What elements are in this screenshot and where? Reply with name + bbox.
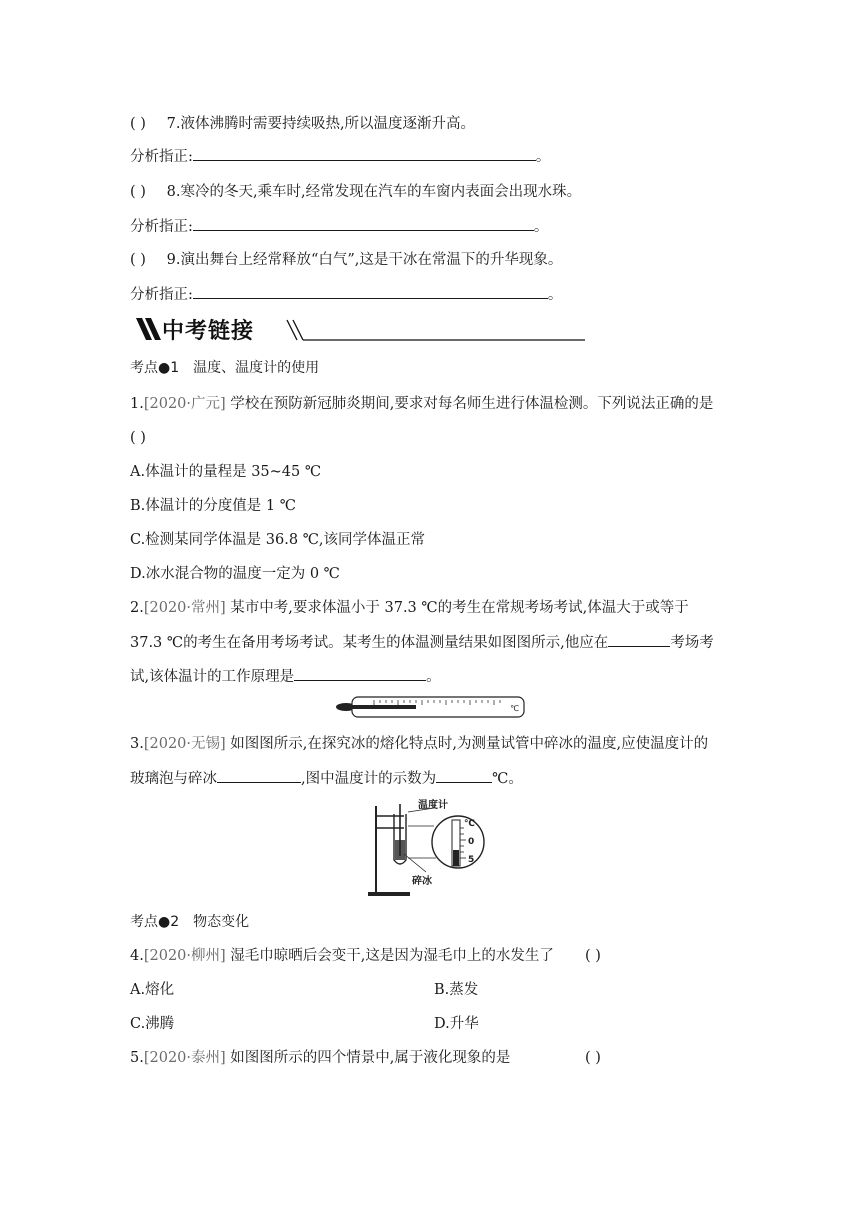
period: 。 (426, 669, 441, 685)
problem-text: ℃。 (492, 771, 523, 787)
problem-number: 5. (130, 1050, 144, 1066)
analysis-line-9 (130, 284, 562, 305)
problem-text: 试,该体温计的工作原理是 (130, 669, 295, 685)
figure-tick-5: 5 (468, 855, 475, 865)
clinical-thermometer-figure (334, 694, 526, 720)
figure-tick-0: 0 (468, 837, 475, 847)
knowledge-point-2: 考点●2 物态变化 (130, 914, 250, 930)
section-banner (130, 312, 590, 344)
analysis-label: 分析指正: (130, 219, 193, 235)
problem-text: 如图图所示的四个情景中,属于液化现象的是 (225, 1050, 511, 1066)
period: 。 (533, 219, 549, 235)
analysis-label: 分析指正: (130, 149, 193, 165)
answer-blank[interactable] (193, 146, 536, 161)
problem-text: 玻璃泡与碎冰 (130, 771, 217, 787)
problem-2 (130, 598, 689, 618)
problem-2-line-3 (130, 666, 441, 687)
analysis-label: 分析指正: (130, 287, 193, 303)
problem-text: 考场考 (670, 635, 714, 651)
problem-text: ,图中温度计的示数为 (301, 771, 437, 787)
problem-number: 1. (130, 396, 144, 412)
source-tag: [2020·柳州] (143, 948, 226, 964)
option-b: B.蒸发 (434, 982, 479, 998)
problem-4 (130, 946, 554, 966)
problem-3 (130, 734, 708, 754)
option-a: A.体温计的量程是 35~45 ℃ (130, 464, 322, 480)
problem-number: 2. (130, 600, 144, 616)
analysis-line-7 (130, 146, 550, 167)
problem-text: 37.3 ℃的考生在备用考场考试。某考生的体温测量结果如图图所示,他应在 (130, 635, 609, 651)
problem-text: 如图图所示,在探究冰的熔化特点时,为测量试管中碎冰的温度,应使温度计的 (225, 736, 709, 752)
answer-paren: ( ) (130, 116, 146, 132)
ice-melting-apparatus-figure (364, 796, 494, 900)
question-text: 8.寒冷的冬天,乘车时,经常发现在汽车的车窗内表面会出现水珠。 (166, 184, 582, 200)
answer-blank[interactable] (193, 216, 534, 231)
knowledge-point-1: 考点●1 温度、温度计的使用 (130, 360, 320, 376)
option-c: C.沸腾 (130, 1016, 175, 1032)
source-tag: [2020·泰州] (143, 1050, 226, 1066)
problem-text: 湿毛巾晾晒后会变干,这是因为湿毛巾上的水发生了 (225, 948, 554, 964)
analysis-line-8 (130, 216, 548, 237)
answer-blank[interactable] (193, 284, 548, 299)
problem-5 (130, 1048, 510, 1068)
answer-paren: ( ) (130, 184, 146, 200)
option-b: B.体温计的分度值是 1 ℃ (130, 498, 296, 514)
figure-label-ice: 碎冰 (412, 876, 432, 887)
source-tag: [2020·常州] (143, 600, 226, 616)
option-d: D.冰水混合物的温度一定为 0 ℃ (130, 566, 340, 582)
period: 。 (547, 287, 563, 303)
period: 。 (535, 149, 551, 165)
answer-blank[interactable] (436, 768, 492, 783)
option-c: C.检测某同学体温是 36.8 ℃,该同学体温正常 (130, 532, 426, 548)
source-tag: [2020·广元] (143, 396, 226, 412)
answer-blank[interactable] (294, 666, 426, 681)
answer-blank[interactable] (217, 768, 301, 783)
problem-2-line-2 (130, 632, 714, 653)
question-7 (130, 114, 475, 134)
figure-label-thermometer: 温度计 (418, 800, 448, 811)
problem-number: 4. (130, 948, 144, 964)
option-a: A.熔化 (130, 982, 175, 998)
problem-text: 学校在预防新冠肺炎期间,要求对每名师生进行体温检测。下列说法正确的是 (225, 396, 714, 412)
question-text: 9.演出舞台上经常释放“白气”,这是干冰在常温下的升华现象。 (166, 252, 563, 268)
problem-text: 某市中考,要求体温小于 37.3 ℃的考生在常规考场考试,体温大于或等于 (225, 600, 689, 616)
answer-paren: ( ) (130, 252, 146, 268)
source-tag: [2020·无锡] (143, 736, 226, 752)
problem-number: 3. (130, 736, 144, 752)
answer-paren: ( ) (130, 430, 146, 446)
thermometer-unit-label: ℃ (510, 704, 519, 713)
figure-unit-label: ℃ (464, 819, 475, 829)
answer-paren: ( ) (585, 948, 601, 964)
problem-1 (130, 394, 713, 414)
answer-blank[interactable] (608, 632, 670, 647)
question-9 (130, 250, 562, 270)
problem-3-line-2 (130, 768, 523, 789)
question-8 (130, 182, 581, 202)
option-d: D.升华 (434, 1016, 479, 1032)
answer-paren: ( ) (585, 1050, 601, 1066)
section-title: 中考链接 (162, 319, 255, 344)
question-text: 7.液体沸腾时需要持续吸热,所以温度逐渐升高。 (166, 116, 476, 132)
